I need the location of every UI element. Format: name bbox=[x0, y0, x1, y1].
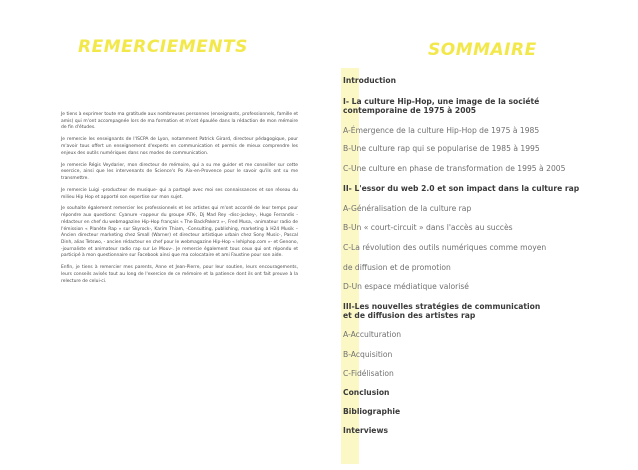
toc-entry-part-3-b: B-Acquisition bbox=[343, 350, 393, 359]
toc-entry-part-2-c-cont: de diffusion et de promotion bbox=[343, 263, 451, 272]
remerciements-paragraph: Je souhaite également remercier les professionnels et les artistes qui m'ont accordé de leur temps pour répondre aux questions: Cyanure -rappeur du groupe ATK-, Dj Mad Rey -disc-jockey-, Hugo Ferrandis -rédacteur en chef du webmagazine Hip-Hop français « The BackPakerz »-, Fred Musa, -animateur radio de l'émission « Planète Rap » sur Skyrock-, Karim Thiam, -Consulting, publishing, marketing à H24 Musik – Ancien directeur marketing chez Small (Warner) et directeur artistique urbain chez Sony Music-, Pascal Dinh, alias Tetswo, - ancien rédacteur en chef pour le webmagazine Hip-Hop « lehiphop.com »- et Genono, -journaliste et animateur radio rap sur Le Mouv-. Je remercie également tous ceux qui ont répondu et participé à mon questionnaire sur Facebook ainsi que ma colocataire et ami Faustine pour son aide. bbox=[61, 206, 298, 259]
toc-entry-conclusion: Conclusion bbox=[343, 388, 390, 397]
toc-entry-part-3-c: C-Fidélisation bbox=[343, 369, 394, 378]
toc-entry-part-1-b: B-Une culture rap qui se popularise de 1985 à 1995 bbox=[343, 144, 540, 153]
toc-entry-part-1-a: A-Émergence de la culture Hip-Hop de 1975 à 1985 bbox=[343, 126, 540, 135]
toc-entry-part-2-a: A-Généralisation de la culture rap bbox=[343, 204, 472, 213]
remerciements-paragraph: Je remercie Luigi -producteur de musique- qui a partagé avec moi ses connaissances et son réseau du milieu Hip Hop et apporté son expertise sur mon sujet. bbox=[61, 187, 298, 200]
remerciements-body bbox=[61, 112, 298, 291]
toc-entry-part-2-b: B-Un « court-circuit » dans l'accès au succès bbox=[343, 223, 513, 232]
remerciements-title: REMERCIEMENTS bbox=[78, 37, 248, 57]
sommaire-title: SOMMAIRE bbox=[428, 40, 537, 60]
toc-entry-part-2-d: D-Un espace médiatique valorisé bbox=[343, 282, 469, 291]
toc-entry-part-2: II- L'essor du web 2.0 et son impact dans la culture rap bbox=[343, 184, 580, 193]
remerciements-paragraph: Je remercie les enseignants de l'ISCPA de Lyon, notamment Patrick Girard, directeur pédagogique, pour m'avoir tous offert un enseignement d'experts en communication et permis de mieux comprendre les enjeux des outils numériques dans nos modes de communication. bbox=[61, 137, 298, 156]
toc-entry-part-3-a: A-Acculturation bbox=[343, 330, 402, 339]
remerciements-paragraph: Je tiens à exprimer toute ma gratitude aux nombreuses personnes (enseignants, professionnels, famille et amis) qui m'ont accompagnée lors de ma formation et m'ont épaulée dans la rédaction de mon mémoire de fin d'études. bbox=[61, 112, 298, 131]
toc-entry-part-3: III-Les nouvelles stratégies de communication et de diffusion des artistes rap bbox=[343, 302, 541, 320]
toc-entry-introduction: Introduction bbox=[343, 76, 397, 85]
toc-entry-part-2-c: C-La révolution des outils numériques comme moyen bbox=[343, 243, 547, 252]
toc-entry-part-1-c: C-Une culture en phase de transformation de 1995 à 2005 bbox=[343, 164, 566, 173]
toc-entry-interviews: Interviews bbox=[343, 426, 388, 435]
toc-entry-bibliographie: Bibliographie bbox=[343, 407, 401, 416]
toc-entry-part-1: I- La culture Hip-Hop, une image de la société contemporaine de 1975 à 2005 bbox=[343, 97, 540, 115]
remerciements-paragraph: Enfin, je tiens à remercier mes parents, Anne et Jean-Pierre, pour leur soutien, leurs encouragements, leurs conseils avisés tout au long de l'exercice de ce mémoire et la patience dont ils ont fait preuve à la relecture de celui-ci. bbox=[61, 265, 298, 284]
remerciements-paragraph: Je remercie Régis Veydarier, mon directeur de mémoire, qui a su me guider et me conseiller sur cette exercice, ainsi que les intervenants de Science's Po Aix-en-Provence pour le savoir qu'ils ont su me transmettre. bbox=[61, 162, 298, 181]
